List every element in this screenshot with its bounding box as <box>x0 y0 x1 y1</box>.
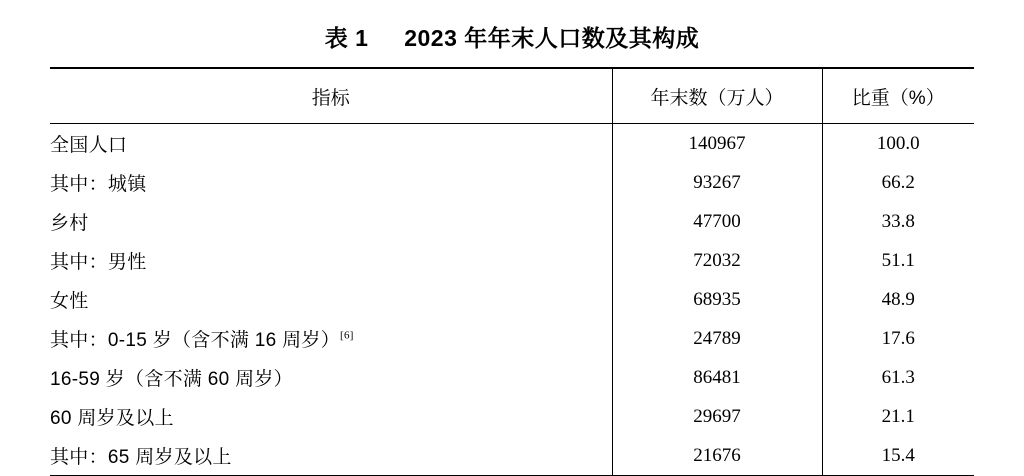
table-row <box>50 241 974 280</box>
row-share: 51.1 <box>822 241 974 280</box>
table-label: 表 1 <box>324 25 369 51</box>
row-indicator: 女性 <box>50 291 89 312</box>
table-row <box>50 358 974 397</box>
table-row <box>50 319 974 358</box>
population-table <box>50 67 974 476</box>
row-indicator: 其中：城镇 <box>50 174 147 195</box>
row-indicator: 乡村 <box>50 213 89 234</box>
table-header-row <box>50 69 974 124</box>
table-title-text: 2023 年年末人口数及其构成 <box>404 25 700 51</box>
table-row <box>50 436 974 476</box>
row-indicator: 全国人口 <box>50 135 128 156</box>
row-indicator: 其中：男性 <box>50 252 147 273</box>
table-body <box>50 124 974 476</box>
footnote-marker: [6] <box>340 329 354 342</box>
row-indicator: 其中：0-15 岁（含不满 16 周岁）[6] <box>50 329 354 351</box>
row-value: 140967 <box>612 124 822 164</box>
column-header-indicator: 指标 <box>50 69 612 124</box>
table-title <box>0 0 1024 67</box>
row-indicator: 16-59 岁（含不满 60 周岁） <box>50 369 293 390</box>
column-header-share: 比重（%） <box>822 69 974 124</box>
row-share: 17.6 <box>822 319 974 358</box>
column-header-value: 年末数（万人） <box>612 69 822 124</box>
row-share: 66.2 <box>822 163 974 202</box>
row-value: 29697 <box>612 397 822 436</box>
row-share: 33.8 <box>822 202 974 241</box>
row-value: 86481 <box>612 358 822 397</box>
table-header <box>50 68 974 124</box>
table-row <box>50 280 974 319</box>
row-indicator: 60 周岁及以上 <box>50 408 174 429</box>
row-share: 100.0 <box>822 124 974 164</box>
table-row <box>50 124 974 164</box>
row-indicator: 其中：65 周岁及以上 <box>50 447 232 468</box>
table-row <box>50 163 974 202</box>
row-value: 93267 <box>612 163 822 202</box>
row-value: 21676 <box>612 436 822 476</box>
table-row <box>50 202 974 241</box>
table-row <box>50 397 974 436</box>
row-share: 61.3 <box>822 358 974 397</box>
row-value: 68935 <box>612 280 822 319</box>
row-share: 21.1 <box>822 397 974 436</box>
row-share: 15.4 <box>822 436 974 476</box>
row-share: 48.9 <box>822 280 974 319</box>
row-value: 24789 <box>612 319 822 358</box>
row-value: 47700 <box>612 202 822 241</box>
row-value: 72032 <box>612 241 822 280</box>
